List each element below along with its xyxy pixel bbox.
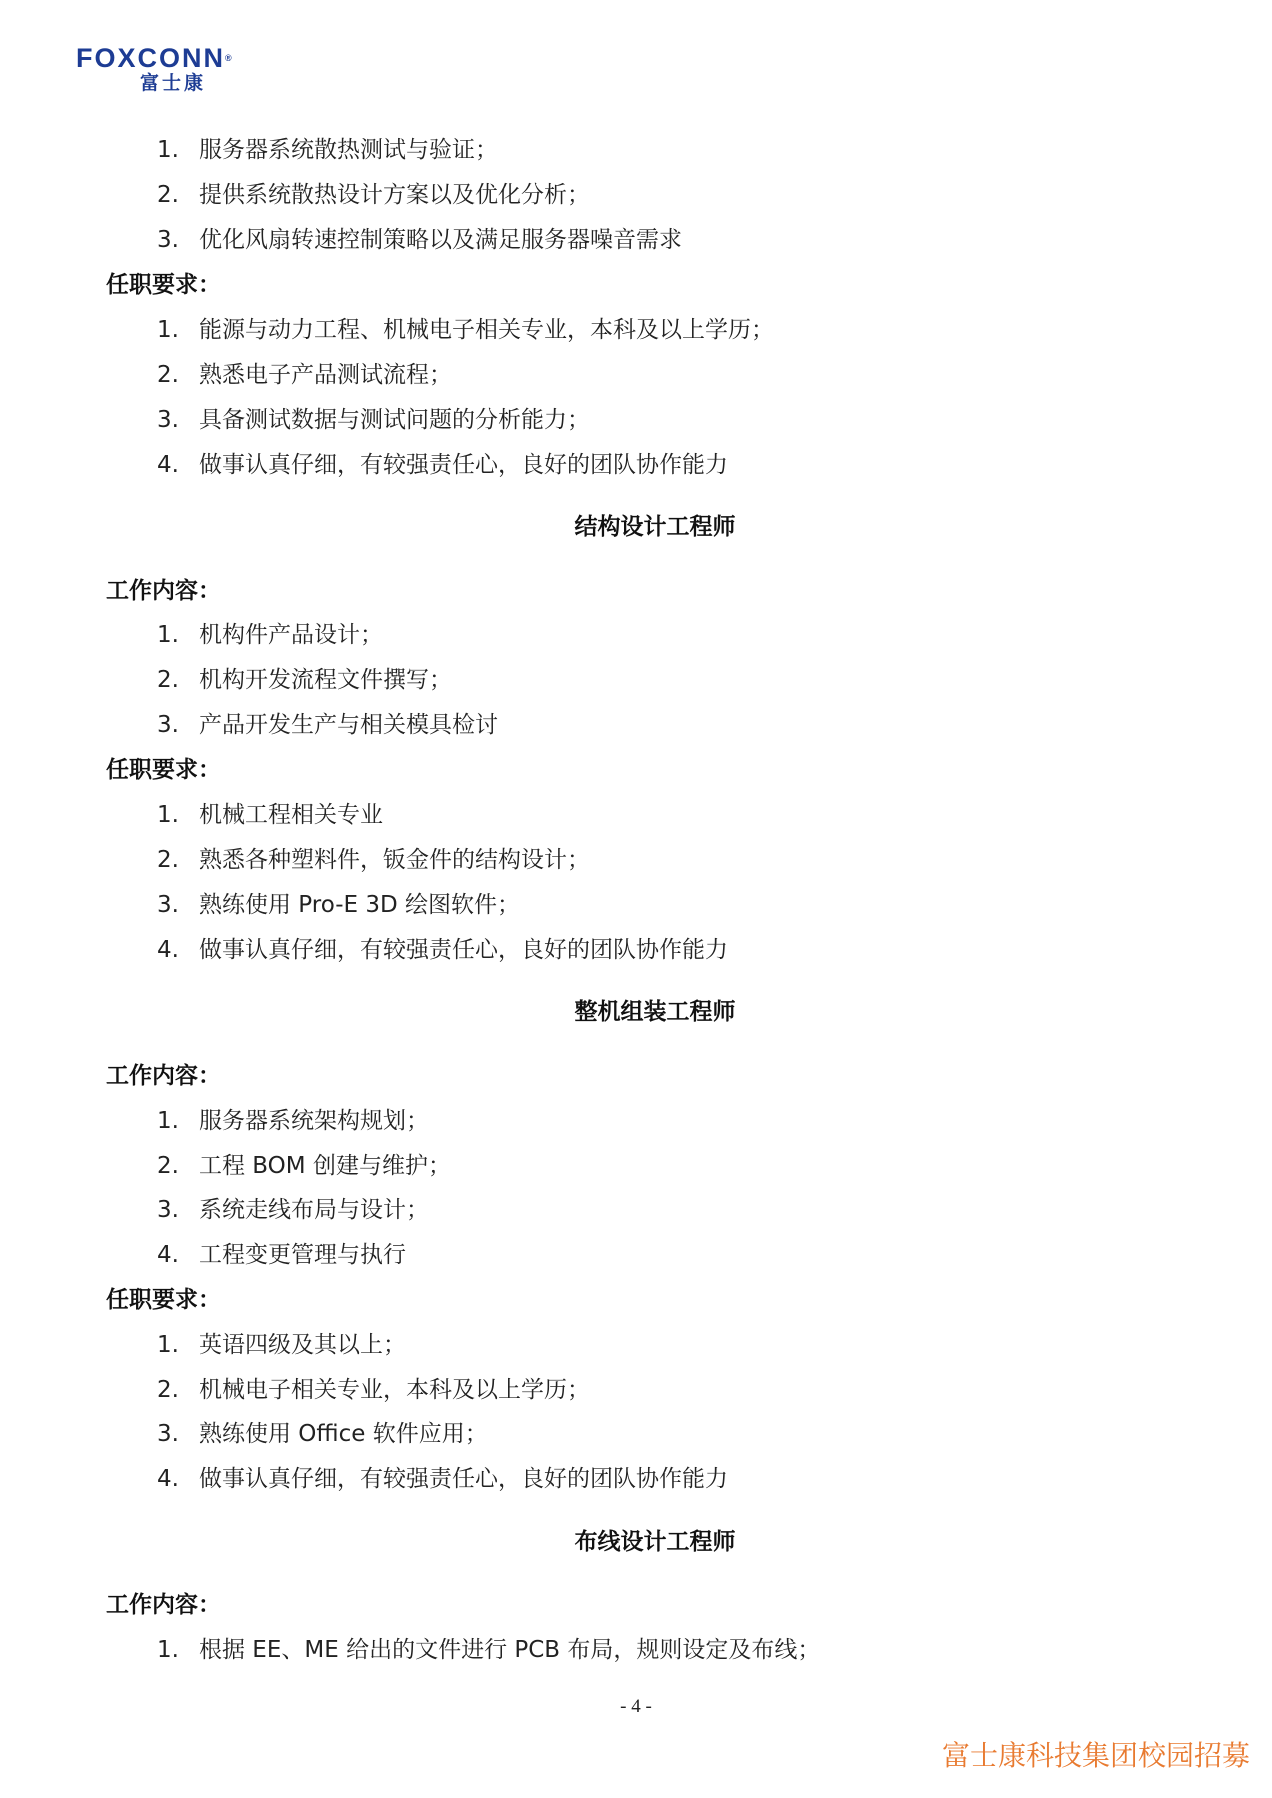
job-title: 布线设计工程师 <box>574 1529 736 1555</box>
list-item-number: 3. <box>157 1421 179 1447</box>
list-item-number: 2. <box>157 1377 179 1403</box>
list-item-text: 英语四级及其以上； <box>199 1332 406 1358</box>
section-heading: 任职要求： <box>106 1287 221 1313</box>
list-item <box>157 135 498 165</box>
list-item-text: 服务器系统散热测试与验证； <box>199 137 498 163</box>
list-item-text: 优化风扇转速控制策略以及满足服务器噪音需求 <box>199 227 682 253</box>
list-item-number: 2. <box>157 362 179 388</box>
job-title: 结构设计工程师 <box>574 514 736 540</box>
list-item-text: 熟悉电子产品测试流程； <box>199 362 452 388</box>
list-item <box>157 620 383 650</box>
list-item-text: 机构开发流程文件撰写； <box>199 667 452 693</box>
list-item <box>157 890 520 920</box>
list-item-text: 能源与动力工程、机械电子相关专业，本科及以上学历； <box>199 317 774 343</box>
list-item <box>157 800 383 830</box>
list-item <box>157 1106 429 1136</box>
section-heading: 任职要求： <box>106 757 221 783</box>
list-item-number: 2. <box>157 182 179 208</box>
list-item-number: 2. <box>157 667 179 693</box>
list-item <box>157 1151 451 1181</box>
list-item-text: 工程变更管理与执行 <box>199 1242 406 1268</box>
list-item-number: 4. <box>157 1242 179 1268</box>
section-heading: 工作内容： <box>106 1592 221 1618</box>
job-title: 整机组装工程师 <box>574 999 736 1025</box>
list-item-text: 机构件产品设计； <box>199 622 383 648</box>
list-item <box>157 845 590 875</box>
list-item <box>157 180 590 210</box>
list-item-text: 服务器系统架构规划； <box>199 1108 429 1134</box>
list-item <box>157 225 682 255</box>
section-heading: 任职要求： <box>106 272 221 298</box>
list-item <box>157 1635 820 1665</box>
list-item-text: 根据 EE、ME 给出的文件进行 PCB 布局，规则设定及布线； <box>199 1637 821 1663</box>
list-item-number: 3. <box>157 227 179 253</box>
list-item <box>157 1195 429 1225</box>
logo-chinese: 富士康 <box>140 72 207 94</box>
list-item-text: 做事认真仔细，有较强责任心，良好的团队协作能力 <box>199 452 728 478</box>
list-item <box>157 1464 728 1494</box>
list-item-text: 做事认真仔细，有较强责任心，良好的团队协作能力 <box>199 937 728 963</box>
list-item-text: 系统走线布局与设计； <box>199 1197 429 1223</box>
footer-brand: 富士康科技集团校园招募 <box>941 1739 1250 1772</box>
list-item-number: 1. <box>157 137 179 163</box>
list-item-number: 4. <box>157 937 179 963</box>
list-item <box>157 1375 590 1405</box>
list-item <box>157 665 452 695</box>
list-item-number: 1. <box>157 1108 179 1134</box>
list-item-number: 3. <box>157 407 179 433</box>
list-item-number: 1. <box>157 1332 179 1358</box>
list-item <box>157 450 728 480</box>
list-item <box>157 935 728 965</box>
list-item-number: 2. <box>157 847 179 873</box>
list-item-number: 1. <box>157 802 179 828</box>
list-item <box>157 1419 488 1449</box>
list-item-text: 具备测试数据与测试问题的分析能力； <box>199 407 590 433</box>
list-item-text: 提供系统散热设计方案以及优化分析； <box>199 182 590 208</box>
list-item-number: 3. <box>157 892 179 918</box>
list-item-number: 3. <box>157 1197 179 1223</box>
list-item-number: 2. <box>157 1153 179 1179</box>
list-item <box>157 1240 406 1270</box>
page-number: - 4 - <box>620 1696 652 1717</box>
list-item-text: 熟练使用 Office 软件应用； <box>199 1421 488 1447</box>
list-item <box>157 710 498 740</box>
list-item-text: 工程 BOM 创建与维护； <box>199 1153 451 1179</box>
list-item-number: 1. <box>157 622 179 648</box>
list-item-text: 机械工程相关专业 <box>199 802 383 828</box>
list-item-number: 3. <box>157 712 179 738</box>
section-heading: 工作内容： <box>106 1063 221 1089</box>
list-item-text: 熟练使用 Pro-E 3D 绘图软件； <box>199 892 521 918</box>
section-heading: 工作内容： <box>106 578 221 604</box>
foxconn-logo <box>76 44 286 94</box>
list-item-text: 产品开发生产与相关模具检讨 <box>199 712 498 738</box>
list-item <box>157 315 774 345</box>
list-item-text: 做事认真仔细，有较强责任心，良好的团队协作能力 <box>199 1466 728 1492</box>
list-item <box>157 360 452 390</box>
list-item-text: 熟悉各种塑料件，钣金件的结构设计； <box>199 847 590 873</box>
list-item-number: 4. <box>157 452 179 478</box>
logo-wordmark: FOXCONN® <box>76 43 232 73</box>
list-item-number: 4. <box>157 1466 179 1492</box>
list-item <box>157 1330 406 1360</box>
list-item-number: 1. <box>157 317 179 343</box>
list-item-number: 1. <box>157 1637 179 1663</box>
list-item-text: 机械电子相关专业，本科及以上学历； <box>199 1377 590 1403</box>
list-item <box>157 405 590 435</box>
